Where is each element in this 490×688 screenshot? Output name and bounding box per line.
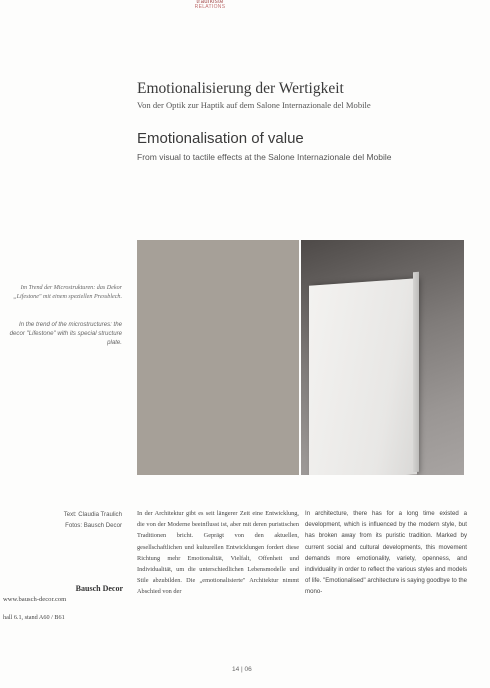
title-english: Emotionalisation of value: [137, 130, 304, 147]
title-german: Emotionalisierung der Wertigkeit: [137, 80, 344, 97]
lifestone-texture-photo: [137, 240, 299, 475]
company-url[interactable]: www.bausch-decor.com: [3, 596, 67, 603]
company-name: Bausch Decor: [75, 584, 123, 593]
page-number: 14 | 06: [232, 666, 252, 673]
image-caption-german: Im Trend der Microstrukturen: das Dekor „Lifestone" mit einem speziellen Pressblech.: [13, 285, 122, 300]
company-info: [3, 584, 123, 621]
image-caption-english: In the trend of the microstructures: the decor "Lifestone" with its special structure plate.: [9, 321, 122, 346]
brand-mark: [190, 0, 230, 10]
brand-line-1: traufkiste: [196, 0, 224, 5]
body-text-german: In der Architektur gibt es seit längerer Zeit eine Entwicklung, die von der Moderne beeinflusst ist, aber mit deren puristischen Traditionen bricht. Geprägt von den aktuellen, gesellschaftlichen und kulturellen Entwicklungen fordert diese Richtung mehr Emotionalität, Vielfalt, Offenheit und Individualität, um die unterschiedlichen Lebensmodelle und Stile abzubilden. Die „emotionalisierte" Architektur nimmt Abschied von der: [137, 510, 299, 596]
decor-panel-photo: [301, 240, 464, 475]
decor-sheet: [309, 278, 417, 475]
subtitle-english: From visual to tactile effects at the Salone Internazionale del Mobile: [137, 152, 392, 162]
credit-photos: Fotos: Bausch Decor: [65, 522, 122, 529]
company-stand: hall 6.1, stand A60 / B61: [3, 614, 65, 621]
brand-line-2: RELATIONS: [194, 4, 226, 10]
decor-sheet-edge: [413, 272, 419, 472]
credits: [40, 509, 122, 531]
subtitle-german: Von der Optik zur Haptik auf dem Salone Internazionale del Mobile: [137, 100, 371, 110]
credit-text: Text: Claudia Traulich: [63, 511, 122, 518]
body-text-english: In architecture, there has for a long time existed a development, which is influenced by the modern style, but has broken away from its puristic tradition. Marked by current social and cultural developments, this movement demands more emotionality, variety, openness, and individuality in order to reflect the various styles and models of life. "Emotionalised" architecture is saying goodbye to the mono-: [305, 510, 467, 596]
